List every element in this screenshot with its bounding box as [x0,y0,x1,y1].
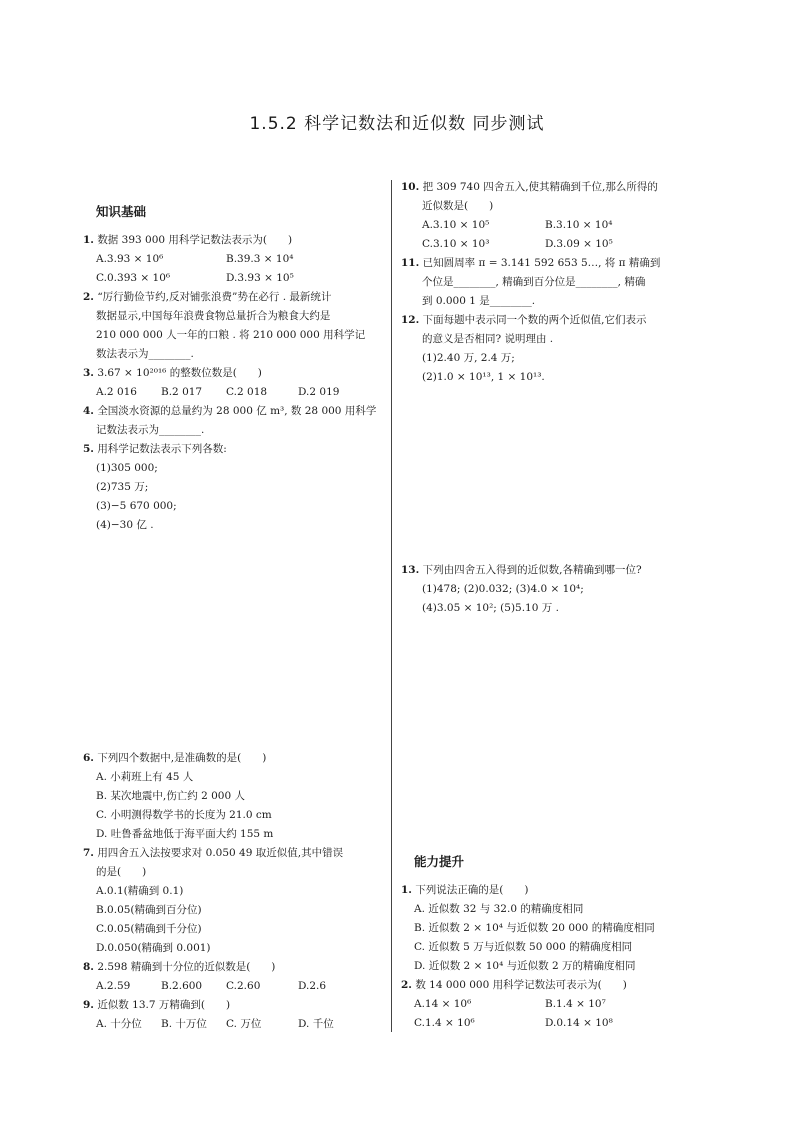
sub-item: (4)−30 亿 . [96,519,154,531]
question-number: 12. [401,314,420,326]
question-1 [83,235,292,246]
option-b: B.0.05(精确到百分位) [96,904,202,916]
question-number: 8. [83,961,94,973]
option-b: B. 近似数 2 × 10⁴ 与近似数 20 000 的精确度相同 [414,922,655,934]
question-number: 13. [401,564,420,576]
question-line: 用四舍五入法按要求对 0.050 49 取近似值,其中错误 [97,847,344,859]
question-stem: 数据 393 000 用科学记数法表示为( ) [97,234,293,246]
question-4 [83,406,376,417]
option-d: D.2 019 [298,386,340,398]
question-6 [83,753,266,764]
option-c: C.3.10 × 10³ [422,238,490,250]
question-stem: 用科学记数法表示下列各数: [97,443,227,455]
question-stem: 2.598 精确到十分位的近似数是( ) [97,961,276,973]
option-a: A.0.1(精确到 0.1) [96,885,184,897]
option-c: C.0.393 × 10⁶ [96,272,171,284]
question-10 [401,182,658,193]
option-c: C.0.05(精确到千分位) [96,923,202,935]
question-line: 近似数是( ) [422,200,494,212]
question-number: 5. [83,443,94,455]
question-number: 1. [401,884,412,896]
question-stem: 3.67 × 10²⁰¹⁶ 的整数位数是( ) [97,367,262,379]
question-number: 7. [83,847,94,859]
question-13 [401,565,642,576]
question-5 [83,444,227,455]
option-a: A. 十分位 [96,1018,142,1030]
option-d: D.3.09 × 10⁵ [545,238,613,250]
question-7 [83,848,343,859]
option-b: B.2.600 [161,980,203,992]
ability-question-2 [401,980,627,991]
option-d: D.0.050(精确到 0.001) [96,942,211,954]
option-d: D.3.93 × 10⁵ [226,272,294,284]
question-number: 6. [83,752,94,764]
option-b: B.1.4 × 10⁷ [545,998,606,1010]
question-number: 9. [83,999,94,1011]
right-column [401,180,693,1040]
sub-item: (2)1.0 × 10¹³, 1 × 10¹³. [422,371,545,383]
option-a: A.3.10 × 10⁵ [422,219,490,231]
question-stem: 下列四个数据中,是准确数的是( ) [97,752,267,764]
option-b: B. 某次地震中,伤亡约 2 000 人 [96,790,245,802]
option-c: C. 近似数 5 万与近似数 50 000 的精确度相同 [414,941,633,953]
question-number: 3. [83,367,94,379]
question-line: “厉行勤俭节约,反对铺张浪费”势在必行 . 最新统计 [97,291,332,303]
option-a: A. 小莉班上有 45 人 [96,771,194,783]
option-d: D.0.14 × 10⁸ [545,1017,613,1029]
question-line: 已知圆周率 π = 3.141 592 653 5…, 将 π 精确到 [422,257,661,269]
question-number: 11. [401,257,420,269]
question-stem: 下列说法正确的是( ) [415,884,529,896]
question-line: 的意义是否相同? 说明理由 . [422,333,554,345]
sub-item: (1)2.40 万, 2.4 万; [422,352,515,364]
question-line: 记数法表示为________. [96,424,205,436]
section-heading-ability: 能力提升 [414,854,465,869]
option-a: A.2.59 [96,980,131,992]
sub-item: (1)478; (2)0.032; (3)4.0 × 10⁴; [422,583,584,595]
sub-item: (2)735 万; [96,481,149,493]
section-heading-basic: 知识基础 [96,204,147,219]
option-a: A.3.93 × 10⁶ [96,253,164,265]
sub-item: (3)−5 670 000; [96,500,177,512]
page-title: 1.5.2 科学记数法和近似数 同步测试 [249,114,545,134]
question-number: 1. [83,234,94,246]
option-d: D.2.6 [298,980,327,992]
option-c: C. 小明测得数学书的长度为 21.0 cm [96,809,272,821]
option-c: C.2.60 [226,980,261,992]
question-stem: 近似数 13.7 万精确到( ) [97,999,231,1011]
question-9 [83,1000,230,1011]
option-d: D. 近似数 2 × 10⁴ 与近似数 2 万的精确度相同 [414,960,636,972]
question-3 [83,368,262,379]
question-8 [83,962,275,973]
option-b: B.39.3 × 10⁴ [226,253,294,265]
option-a: A.14 × 10⁶ [414,998,472,1010]
question-line: 数法表示为________. [96,348,194,360]
column-divider [391,180,392,1032]
option-b: B. 十万位 [161,1018,207,1030]
question-2 [83,292,331,303]
question-line: 的是( ) [96,866,147,878]
question-line: 210 000 000 人一年的口粮 . 将 210 000 000 用科学记 [96,329,366,341]
option-b: B.3.10 × 10⁴ [545,219,613,231]
option-b: B.2 017 [161,386,203,398]
option-c: C. 万位 [226,1018,262,1030]
question-line: 下列由四舍五入得到的近似数,各精确到哪一位? [422,564,642,576]
question-line: 全国淡水资源的总量约为 28 000 亿 m³, 数 28 000 用科学 [97,405,377,417]
option-c: C.1.4 × 10⁶ [414,1017,475,1029]
question-line: 到 0.000 1 是________. [422,295,536,307]
option-d: D. 千位 [298,1018,334,1030]
question-stem: 数 14 000 000 用科学记数法可表示为( ) [415,979,627,991]
option-a: A. 近似数 32 与 32.0 的精确度相同 [414,903,584,915]
question-line: 数据显示,中国每年浪费食物总量折合为粮食大约是 [96,310,331,322]
sub-item: (1)305 000; [96,462,158,474]
question-number: 2. [401,979,412,991]
question-11 [401,258,660,269]
question-line: 下面每题中表示同一个数的两个近似值,它们表示 [422,314,647,326]
option-a: A.2 016 [96,386,137,398]
question-12 [401,315,646,326]
question-number: 4. [83,405,94,417]
question-line: 个位是________, 精确到百分位是________, 精确 [422,276,646,288]
question-number: 10. [401,181,420,193]
question-line: 把 309 740 四舍五入,使其精确到千位,那么所得的 [422,181,658,193]
sub-item: (4)3.05 × 10²; (5)5.10 万 . [422,602,559,614]
ability-question-1 [401,885,529,896]
question-number: 2. [83,291,94,303]
option-d: D. 吐鲁番盆地低于海平面大约 155 m [96,828,274,840]
option-c: C.2 018 [226,386,268,398]
